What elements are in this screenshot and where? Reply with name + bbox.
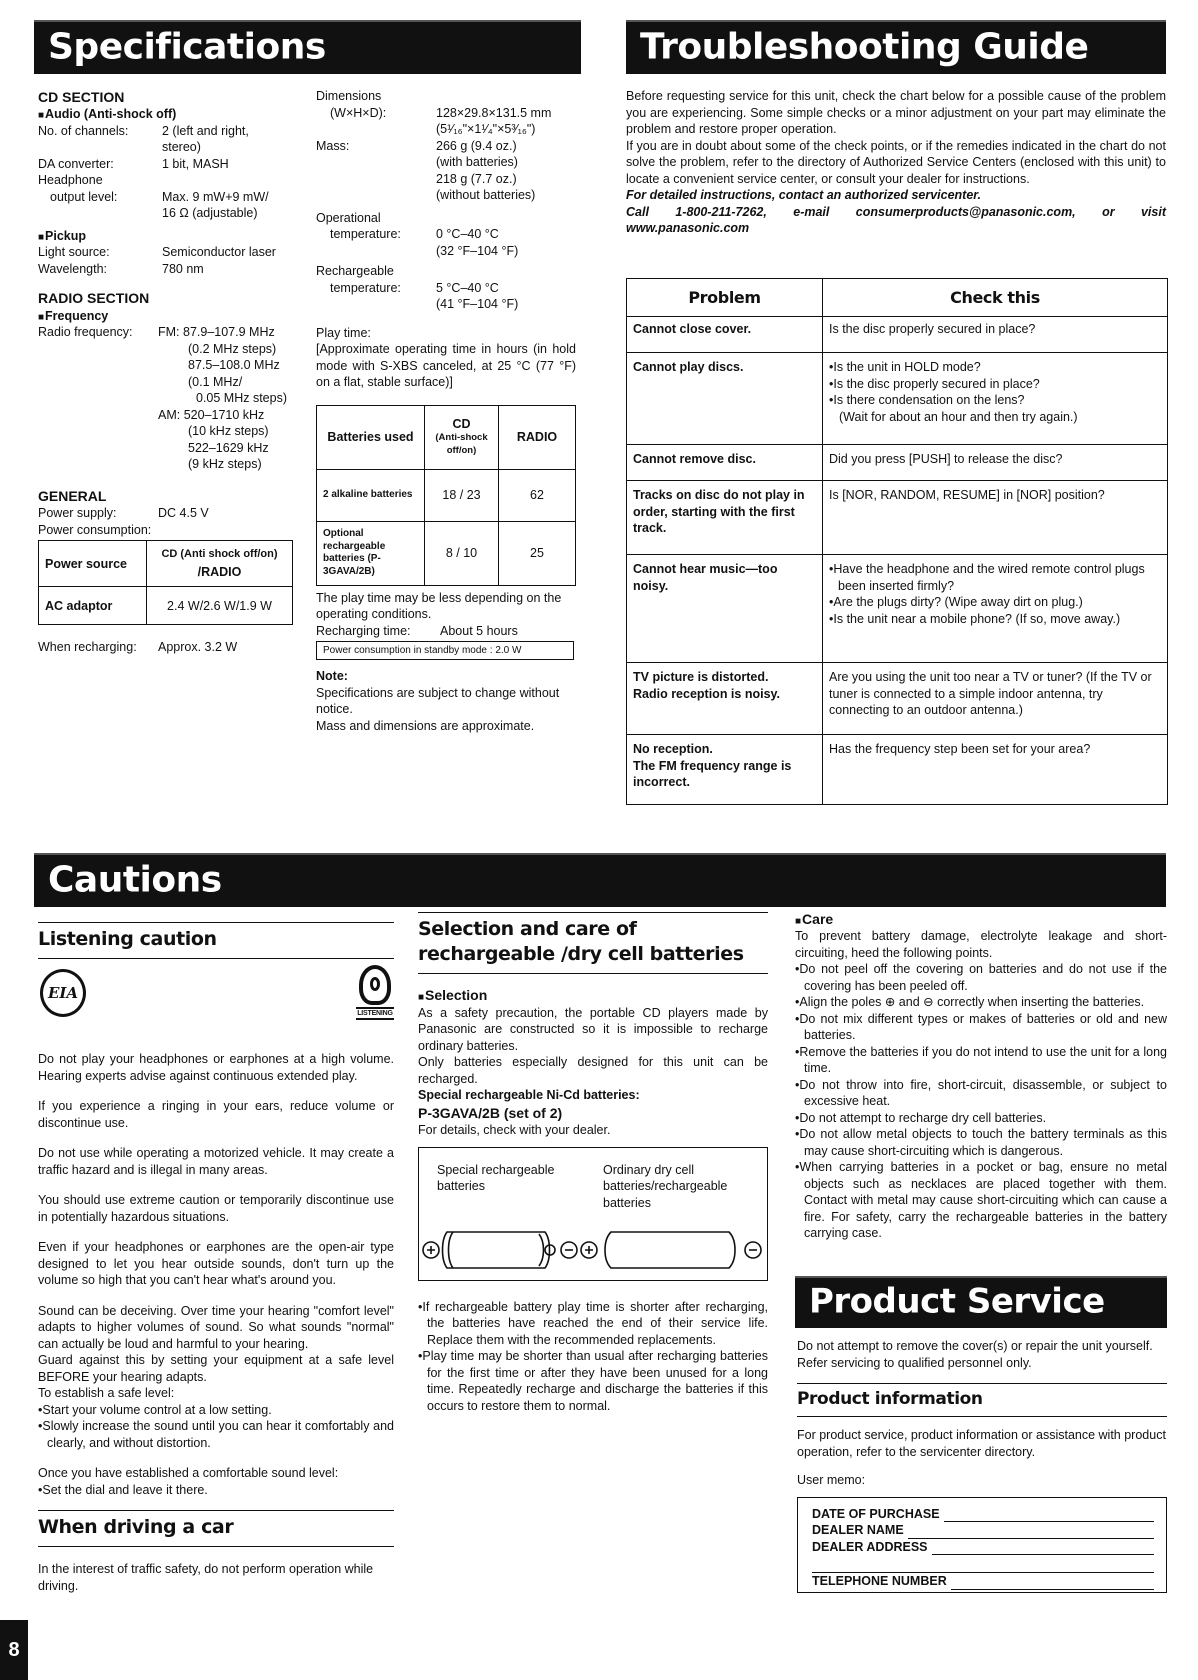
table-row bbox=[627, 555, 1168, 663]
spec-value: (0.1 MHz/ bbox=[188, 374, 243, 389]
specs-right-column bbox=[316, 88, 576, 734]
plus-sign-icon bbox=[585, 1246, 593, 1254]
spec-label: Operational bbox=[316, 210, 381, 225]
table-cell: 62 bbox=[499, 469, 576, 521]
table-row bbox=[317, 469, 576, 521]
caution-paragraph: Guard against this by setting your equipment at a safe level BEFORE your hearing adapts. bbox=[38, 1353, 394, 1384]
battery-figure bbox=[418, 1147, 768, 1281]
ear-inner-icon bbox=[370, 977, 380, 991]
spec-label: Mass: bbox=[316, 138, 350, 153]
troubleshooting-intro bbox=[626, 88, 1166, 237]
batteries-title-line: rechargeable /dry cell batteries bbox=[418, 943, 744, 966]
spec-label: Rechargeable bbox=[316, 264, 394, 278]
general-heading: GENERAL bbox=[38, 487, 107, 504]
cd-section-heading: CD SECTION bbox=[38, 89, 125, 105]
eia-logo-text: EIA bbox=[47, 984, 79, 1003]
intro-paragraph: Before requesting service for this unit, check the chart below for a possible cause of the problem you are experiencing. Some simple checks or a minor adjustment on your part may eliminate the problem and restore proper operation. bbox=[626, 89, 1166, 136]
troubleshooting-title: Troubleshooting Guide bbox=[640, 26, 1089, 68]
spec-value: (41 °F–104 °F) bbox=[436, 297, 519, 311]
table-cell: 25 bbox=[499, 521, 576, 585]
spec-value: Approx. 3.2 W bbox=[158, 640, 238, 655]
memo-date-line bbox=[944, 1506, 1154, 1523]
plus-sign-icon bbox=[427, 1246, 435, 1254]
table-header-line: CD bbox=[452, 416, 471, 431]
ear-icon bbox=[359, 965, 391, 1005]
care-bullet: • Do not peel off the covering on batteries and do not use if the covering has been peeled off. bbox=[795, 961, 1167, 994]
product-service-title: Product Service bbox=[809, 1281, 1105, 1322]
listening-caution-title: Listening caution bbox=[38, 922, 394, 959]
problem-cell bbox=[627, 735, 823, 805]
battery-end-icon bbox=[539, 1234, 544, 1266]
product-service-section bbox=[797, 1338, 1167, 1593]
spec-label: No. of channels: bbox=[38, 123, 129, 138]
spec-value: 218 g (7.7 oz.) bbox=[436, 171, 517, 186]
driving-title: When driving a car bbox=[38, 1510, 394, 1547]
check-note: (Wait for about an hour and then try again.) bbox=[839, 409, 1078, 424]
intro-contact-details: Call 1-800-211-7262, e-mail consumerproducts@panasonic.com, or visit www.panasonic.com bbox=[626, 204, 1166, 235]
user-memo-label: User memo: bbox=[797, 1473, 866, 1488]
logo-row bbox=[38, 959, 394, 1051]
care-bullet: • Do not attempt to recharge dry cell batteries. bbox=[795, 1110, 1167, 1127]
spec-value: 87.5–108.0 MHz bbox=[188, 358, 280, 373]
spec-label: Recharging time: bbox=[316, 623, 411, 638]
specifications-title: Specifications bbox=[48, 26, 326, 68]
check-bullet: • Are the plugs dirty? (Wipe away dirt on plug.) bbox=[829, 594, 1161, 611]
check-column-header: Check this bbox=[823, 279, 1168, 317]
standby-power-box: Power consumption in standby mode : 2.0 W bbox=[316, 641, 574, 660]
product-info-text: For product service, product information or assistance with product operation, refer to the servicenter directory. bbox=[797, 1428, 1166, 1459]
battery-play-time-table bbox=[316, 405, 576, 586]
selection-heading: ■ Selection bbox=[418, 986, 768, 1004]
check-cell: Has the frequency step been set for your area? bbox=[823, 735, 1168, 805]
table-cell: 18 / 23 bbox=[425, 469, 499, 521]
spec-label: Light source: bbox=[38, 245, 110, 260]
caution-bullet: • Set the dial and leave it there. bbox=[38, 1482, 394, 1499]
check-cell: Did you press [PUSH] to release the disc? bbox=[823, 445, 1168, 481]
check-bullet: • Is the unit in HOLD mode? bbox=[829, 359, 1161, 376]
batteries-title-line: Selection and care of bbox=[418, 918, 637, 940]
check-cell: Is [NOR, RANDOM, RESUME] in [NOR] position? bbox=[823, 481, 1168, 555]
listening-ear-logo bbox=[356, 965, 394, 1027]
check-cell bbox=[823, 555, 1168, 663]
spec-label: Radio frequency: bbox=[38, 325, 133, 340]
spec-value: 5 °C–40 °C bbox=[436, 280, 499, 295]
spec-value: 0.05 MHz steps) bbox=[196, 391, 288, 406]
spec-value: 0 °C–40 °C bbox=[436, 227, 499, 241]
problem-cell: Cannot hear music—too noisy. bbox=[627, 555, 823, 663]
spec-label: Headphone bbox=[38, 173, 103, 188]
selection-model: P-3GAVA/2B (set of 2) bbox=[418, 1104, 563, 1121]
check-bullet: • Is there condensation on the lens? bbox=[829, 392, 1161, 409]
spec-value: (5¹⁄₁₆"×1¹⁄₄"×5³⁄₁₆") bbox=[436, 122, 536, 136]
listening-caution-section bbox=[38, 922, 394, 1594]
note-heading: Note: bbox=[316, 669, 348, 684]
cautions-title: Cautions bbox=[48, 859, 222, 901]
selection-special-batteries: Special rechargeable Ni-Cd batteries: bbox=[418, 1088, 640, 1103]
spec-label: Dimensions bbox=[316, 89, 382, 103]
spec-value: DC 4.5 V bbox=[158, 506, 209, 521]
specifications-header-bar bbox=[34, 20, 581, 74]
caution-paragraph: Do not play your headphones or earphones at a high volume. Hearing experts advise against continuous extended play. bbox=[38, 1052, 394, 1083]
play-time-note: The play time may be less depending on the operating conditions. bbox=[316, 590, 562, 621]
radio-frequency-values bbox=[158, 324, 287, 473]
memo-dealer-line bbox=[908, 1522, 1154, 1539]
spec-label: output level: bbox=[50, 189, 118, 204]
spec-value: 522–1629 kHz bbox=[188, 440, 269, 455]
table-cell: AC adaptor bbox=[39, 587, 147, 625]
spec-value: (without batteries) bbox=[436, 188, 536, 202]
care-bullet: • When carrying batteries in a pocket or bag, ensure no metal objects such as necklaces are placed together with them. Contact with metal may cause short-circuiting which can cause a fire. For safety, carry the rechargeable batteries in the battery carrying case. bbox=[795, 1159, 1167, 1242]
memo-phone-label: TELEPHONE NUMBER bbox=[812, 1574, 947, 1589]
spec-value: About 5 hours bbox=[440, 623, 518, 638]
spec-value: (9 kHz steps) bbox=[188, 457, 262, 472]
table-row bbox=[627, 353, 1168, 445]
pickup-heading: ■ Pickup bbox=[38, 228, 303, 245]
table-header-line: CD (Anti shock off/on) bbox=[161, 548, 278, 561]
special-battery-body-icon bbox=[443, 1232, 550, 1268]
note-text: Specifications are subject to change without notice. bbox=[316, 685, 560, 717]
spec-value: 128×29.8×131.5 mm bbox=[436, 105, 552, 120]
play-time-label: Play time: bbox=[316, 325, 371, 340]
table-row bbox=[627, 481, 1168, 555]
table-header-cell bbox=[147, 541, 293, 587]
table-row bbox=[627, 279, 1168, 317]
caution-paragraph: If you experience a ringing in your ears, reduce volume or discontinue use. bbox=[38, 1099, 394, 1130]
table-row bbox=[317, 405, 576, 469]
selection-paragraph: As a safety precaution, the portable CD players made by Panasonic are constructed so it is impossible to recharge ordinary batteries. bbox=[418, 1005, 768, 1053]
troubleshooting-header-bar bbox=[626, 20, 1166, 74]
table-row bbox=[627, 663, 1168, 735]
table-cell: 2.4 W/2.6 W/1.9 W bbox=[147, 587, 293, 625]
selection-paragraph: For details, check with your dealer. bbox=[418, 1123, 611, 1138]
audio-heading: ■ Audio (Anti-shock off) bbox=[38, 106, 303, 123]
spec-value: stereo) bbox=[162, 140, 201, 155]
power-consumption-table bbox=[38, 540, 293, 625]
spec-value: 780 nm bbox=[162, 261, 204, 276]
problem-line: The FM frequency range is incorrect. bbox=[633, 758, 792, 789]
troubleshooting-table bbox=[626, 278, 1168, 805]
check-cell: Are you using the unit too near a TV or tuner? (If the TV or tuner is connected to a simple indoor antenna, try connecting to an outdoor antenna.) bbox=[823, 663, 1168, 735]
figure-label: Ordinary dry cell batteries/rechargeable batteries bbox=[603, 1162, 728, 1210]
spec-value: Semiconductor laser bbox=[162, 245, 276, 260]
care-bullet: • Do not throw into fire, short-circuit, disassemble, or subject to excessive heat. bbox=[795, 1077, 1167, 1110]
table-row bbox=[317, 521, 576, 585]
ordinary-battery-body-icon bbox=[605, 1232, 735, 1268]
problem-cell: Cannot close cover. bbox=[627, 317, 823, 353]
spec-value: 2 (left and right, bbox=[162, 123, 249, 138]
problem-cell: Tracks on disc do not play in order, starting with the first track. bbox=[627, 481, 823, 555]
spec-value: FM: 87.9–107.9 MHz bbox=[158, 325, 275, 340]
spec-label: When recharging: bbox=[38, 640, 137, 655]
caution-paragraph: Do not use while operating a motorized vehicle. It may create a traffic hazard and is illegal in many areas. bbox=[38, 1146, 394, 1177]
memo-phone-line bbox=[951, 1573, 1154, 1590]
selection-bullet: • If rechargeable battery play time is shorter after recharging, the batteries have reached the end of their service life. Replace them with the recommended replacements. bbox=[418, 1299, 768, 1349]
table-row bbox=[627, 735, 1168, 805]
memo-dealer-label: DEALER NAME bbox=[812, 1523, 904, 1538]
spec-value: (10 kHz steps) bbox=[188, 424, 269, 439]
problem-column-header: Problem bbox=[627, 279, 823, 317]
care-intro: To prevent battery damage, electrolyte leakage and short-circuiting, heed the following points. bbox=[795, 929, 1167, 960]
product-service-header-bar bbox=[795, 1276, 1167, 1328]
service-text: Do not attempt to remove the cover(s) or repair the unit yourself. Refer servicing to qualified personnel only. bbox=[797, 1339, 1153, 1370]
table-cell: Optional rechargeable batteries (P-3GAVA/2B) bbox=[317, 521, 425, 585]
selection-paragraph: Only batteries especially designed for this unit can be recharged. bbox=[418, 1055, 768, 1086]
specs-left-column bbox=[38, 88, 303, 656]
table-header-line: /RADIO bbox=[197, 564, 242, 579]
page-number-tab bbox=[0, 1620, 28, 1680]
problem-line: No reception. bbox=[633, 742, 713, 756]
driving-text: In the interest of traffic safety, do not perform operation while driving. bbox=[38, 1562, 374, 1593]
table-header-line: (Anti-shock off/on) bbox=[435, 432, 488, 457]
spec-value: 16 Ω (adjustable) bbox=[162, 206, 258, 221]
selection-bullet: • Play time may be shorter than usual after recharging batteries for the first time or after they have been unused for a long time. Repeatedly recharge and discharge the batteries if this occurs to restore them to normal. bbox=[418, 1348, 768, 1414]
care-bullet: • Do not mix different types or makes of batteries or old and new batteries. bbox=[795, 1011, 1167, 1044]
spec-label: Wavelength: bbox=[38, 261, 108, 276]
care-bullet: • Align the poles ⊕ and ⊖ correctly when inserting the batteries. bbox=[795, 994, 1167, 1011]
battery-ridge-icon bbox=[449, 1232, 454, 1268]
table-row bbox=[627, 445, 1168, 481]
care-bullet: • Do not allow metal objects to touch the battery terminals as this may cause short-circuiting which is dangerous. bbox=[795, 1126, 1167, 1159]
table-header-cell: RADIO bbox=[499, 405, 576, 469]
table-row bbox=[39, 587, 293, 625]
battery-illustration bbox=[419, 1226, 767, 1276]
caution-paragraph: You should use extreme caution or temporarily discontinue use in potentially hazardous situations. bbox=[38, 1193, 394, 1224]
table-row bbox=[39, 541, 293, 587]
spec-label: Power supply: bbox=[38, 506, 117, 521]
caution-paragraph: Even if your headphones or earphones are the open-air type designed to let you hear outside sounds, don't turn up the volume so high that you can't hear what's around you. bbox=[38, 1240, 394, 1288]
spec-label: temperature: bbox=[330, 227, 401, 241]
spec-label: temperature: bbox=[330, 280, 401, 295]
memo-address-line bbox=[932, 1539, 1154, 1556]
radio-section-heading: RADIO SECTION bbox=[38, 290, 150, 307]
care-bullet: • Remove the batteries if you do not intend to use the unit for a long time. bbox=[795, 1044, 1167, 1077]
ordinary-battery-graphic bbox=[581, 1232, 761, 1268]
memo-address-extra-line bbox=[812, 1555, 1154, 1573]
caution-paragraph: To establish a safe level: bbox=[38, 1386, 175, 1401]
intro-paragraph: If you are in doubt about some of the check points, or if the remedies indicated in the chart do not solve the problem, refer to the directory of Authorized Service Centers (enclosed with this unit) to locate a convenient service center, or consult your dealer for instructions. bbox=[626, 138, 1166, 186]
problem-cell bbox=[627, 663, 823, 735]
spec-value: Max. 9 mW+9 mW/ bbox=[162, 189, 269, 204]
check-cell bbox=[823, 353, 1168, 445]
frequency-heading: ■ Frequency bbox=[38, 308, 303, 325]
problem-line: TV picture is distorted. bbox=[633, 670, 769, 684]
page-number: 8 bbox=[8, 1639, 20, 1661]
batteries-section bbox=[418, 912, 768, 1414]
spec-value: (with batteries) bbox=[436, 155, 518, 169]
spec-value: 266 g (9.4 oz.) bbox=[436, 138, 517, 153]
spec-label: DA converter: bbox=[38, 156, 114, 171]
caution-bullet: • Slowly increase the sound until you can hear it comfortably and clearly, and without distortion. bbox=[38, 1418, 394, 1451]
check-bullet: • Is the unit near a mobile phone? (If so, move away.) bbox=[829, 611, 1161, 628]
caution-paragraph: Sound can be deceiving. Over time your hearing "comfort level" adapts to higher volumes of sound. So what sounds "normal" can actually be loud and harmful to your hearing. bbox=[38, 1303, 394, 1351]
check-bullet: • Is the disc properly secured in place? bbox=[829, 376, 1161, 393]
memo-address-label: DEALER ADDRESS bbox=[812, 1539, 928, 1554]
product-info-title: Product information bbox=[797, 1383, 1167, 1417]
spec-value: AM: 520–1710 kHz bbox=[158, 407, 265, 422]
spec-value: (32 °F–104 °F) bbox=[436, 243, 519, 258]
note-text: Mass and dimensions are approximate. bbox=[316, 718, 535, 733]
table-cell: 8 / 10 bbox=[425, 521, 499, 585]
table-row bbox=[627, 317, 1168, 353]
caution-bullet: • Start your volume control at a low setting. bbox=[38, 1402, 394, 1419]
check-cell: Is the disc properly secured in place? bbox=[823, 317, 1168, 353]
eia-logo bbox=[40, 969, 86, 1017]
caution-paragraph: Once you have established a comfortable sound level: bbox=[38, 1466, 339, 1481]
spec-label: Power consumption: bbox=[38, 522, 152, 537]
cautions-header-bar bbox=[34, 853, 1166, 907]
intro-contact: For detailed instructions, contact an authorized servicenter. bbox=[626, 188, 981, 202]
table-header-cell bbox=[425, 405, 499, 469]
memo-date-label: DATE OF PURCHASE bbox=[812, 1506, 940, 1521]
table-header-cell: Power source bbox=[39, 541, 147, 587]
spec-value: 1 bit, MASH bbox=[162, 156, 229, 171]
check-bullet: • Have the headphone and the wired remote control plugs been inserted firmly? bbox=[829, 561, 1161, 594]
user-memo-box bbox=[797, 1497, 1167, 1593]
table-cell: 2 alkaline batteries bbox=[317, 469, 425, 521]
table-header-cell: Batteries used bbox=[317, 405, 425, 469]
play-time-description: [Approximate operating time in hours (in hold mode with S-XBS canceled, at 25 °C (77 °F) on a flat, stable surface)] bbox=[316, 342, 576, 389]
spec-value: (0.2 MHz steps) bbox=[188, 341, 277, 356]
problem-cell: Cannot remove disc. bbox=[627, 445, 823, 481]
special-battery-graphic bbox=[423, 1232, 577, 1268]
care-section bbox=[795, 910, 1167, 1242]
figure-label: Special rechargeable batteries bbox=[437, 1162, 555, 1194]
problem-line: Radio reception is noisy. bbox=[633, 686, 781, 701]
care-heading: ■ Care bbox=[795, 910, 1167, 928]
listening-badge: LISTENING bbox=[356, 1007, 394, 1020]
spec-label: (W×H×D): bbox=[330, 105, 387, 120]
problem-cell: Cannot play discs. bbox=[627, 353, 823, 445]
